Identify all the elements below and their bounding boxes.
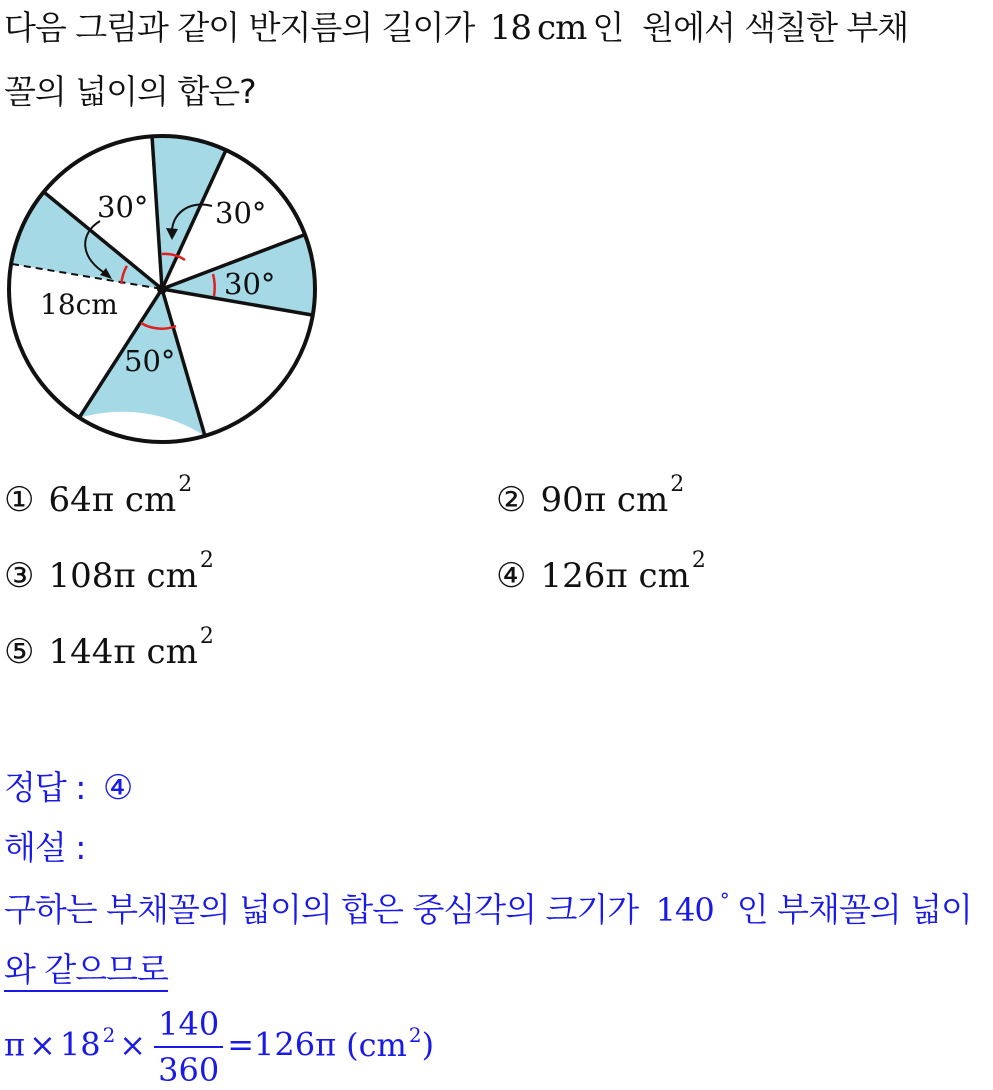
formula-base: 18 (59, 1025, 101, 1064)
option-5-value: 144π cm (48, 632, 198, 672)
answer-line (4, 762, 146, 809)
angle-label-upper-left: 30° (97, 190, 149, 224)
angle-label-top: 30° (215, 196, 267, 230)
radius-unit: cm (537, 8, 587, 48)
radius-value: 18 (489, 8, 532, 48)
question-line-1 (4, 2, 908, 49)
center-point (157, 284, 167, 294)
formula-times-1: × (29, 1025, 56, 1064)
option-1-number: ① (4, 480, 35, 520)
formula-fraction (154, 1004, 223, 1090)
formula-pi: π (4, 1025, 26, 1064)
explanation-line-2-text: 와 같으므로 (4, 950, 168, 992)
option-5-exponent: 2 (199, 624, 214, 649)
explanation-text-pre: 구하는 부채꼴의 넓이의 합은 중심각의 크기가 (4, 890, 639, 929)
explanation-label: 해설 : (4, 828, 86, 867)
option-3-value: 108π cm (48, 556, 198, 596)
explanation-line-1 (4, 884, 972, 931)
option-3-number: ③ (4, 556, 35, 596)
option-2-value: 90π cm (540, 480, 669, 520)
option-2-number: ② (496, 480, 527, 520)
question-text-post: 인 원에서 색칠한 부채 (592, 8, 909, 47)
option-5-number: ⑤ (4, 632, 35, 672)
option-1[interactable] (4, 472, 193, 520)
option-2[interactable] (496, 472, 685, 520)
answer-value: ④ (102, 768, 133, 808)
angle-label-bottom: 50° (124, 344, 176, 378)
question-text-pre: 다음 그림과 같이 반지름의 길이가 (4, 8, 475, 47)
option-4-exponent: 2 (691, 548, 706, 573)
sector-figure (0, 128, 330, 458)
explanation-text-post: 인 부채꼴의 넓이 (736, 890, 972, 929)
option-1-value: 64π cm (48, 480, 177, 520)
explanation-formula (4, 1004, 434, 1090)
option-4-value: 126π cm (540, 556, 690, 596)
formula-unit-open: (cm (346, 1025, 407, 1064)
formula-base-exponent: 2 (102, 1022, 116, 1047)
explanation-degree: ° (719, 888, 729, 912)
formula-times-2: × (119, 1025, 147, 1064)
formula-numerator: 140 (154, 1004, 223, 1048)
option-2-exponent: 2 (670, 472, 685, 497)
option-4-number: ④ (496, 556, 527, 596)
option-4[interactable] (496, 548, 706, 596)
explanation-angle-value: 140 (655, 891, 714, 929)
formula-denominator: 360 (158, 1051, 220, 1089)
formula-unit-exponent: 2 (408, 1022, 422, 1047)
option-3[interactable] (4, 548, 214, 596)
explanation-line-2 (4, 944, 168, 991)
formula-unit-close: ) (421, 1025, 435, 1064)
option-1-exponent: 2 (178, 472, 193, 497)
radius-label: 18cm (40, 288, 118, 321)
question-line-2: 꼴의 넓이의 합은? (4, 72, 256, 111)
option-3-exponent: 2 (199, 548, 214, 573)
option-5[interactable] (4, 624, 214, 672)
angle-label-right: 30° (224, 267, 276, 301)
formula-equals: = (227, 1025, 254, 1064)
answer-label: 정답 : (4, 768, 86, 807)
formula-result: 126π (254, 1025, 337, 1064)
